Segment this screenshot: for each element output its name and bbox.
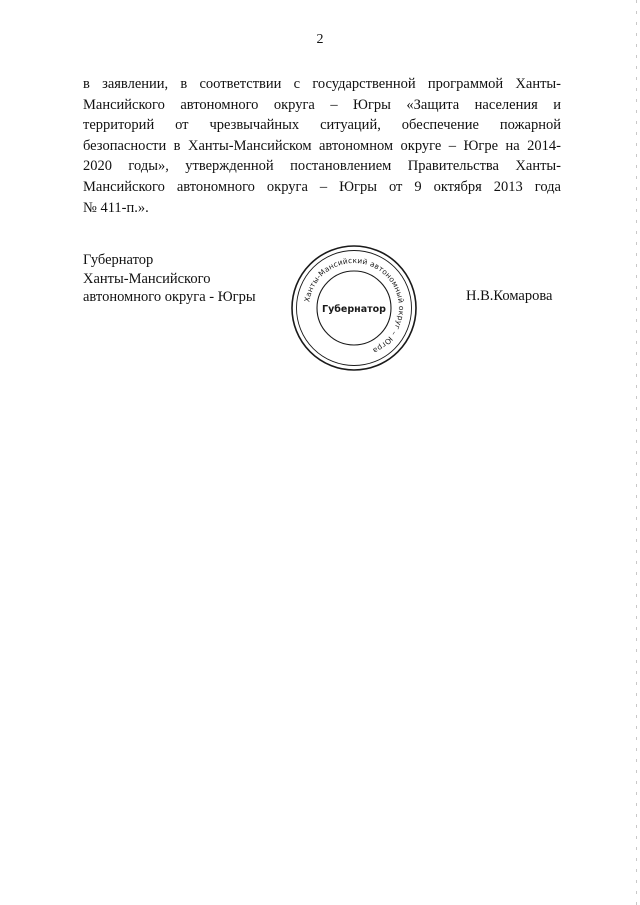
seal-center-text: Губернатор xyxy=(322,304,386,315)
official-seal xyxy=(290,244,418,372)
body-line: Мансийского автономного округа – Югры от 9 октября 2013 года xyxy=(83,178,561,195)
page-number: 2 xyxy=(316,32,324,47)
signatory-title-line: Губернатор xyxy=(83,252,154,268)
body-line: безопасности в Ханты-Мансийском автономном округе – Югре на 2014- xyxy=(83,137,561,154)
body-line: территорий от чрезвычайных ситуаций, обеспечение пожарной xyxy=(83,117,561,134)
body-line: в заявлении, в соответствии с государственной программой Ханты- xyxy=(83,76,561,92)
signatory-title xyxy=(83,251,256,307)
body-paragraph xyxy=(83,74,561,218)
body-line: Мансийского автономного округа – Югры «Защита населения и xyxy=(83,96,561,113)
signatory-name: Н.В.Комарова xyxy=(466,288,553,304)
scan-edge-artifact xyxy=(636,0,637,905)
signatory-title-line: автономного округа - Югры xyxy=(83,289,256,305)
seal-ring-text: Ханты-Мансийский автономный округ – Югра xyxy=(302,255,407,356)
signatory-title-line: Ханты-Мансийского xyxy=(83,270,211,287)
body-line: № 411-п.». xyxy=(83,199,149,216)
body-line: 2020 годы», утвержденной постановлением Правительства Ханты- xyxy=(83,158,561,175)
